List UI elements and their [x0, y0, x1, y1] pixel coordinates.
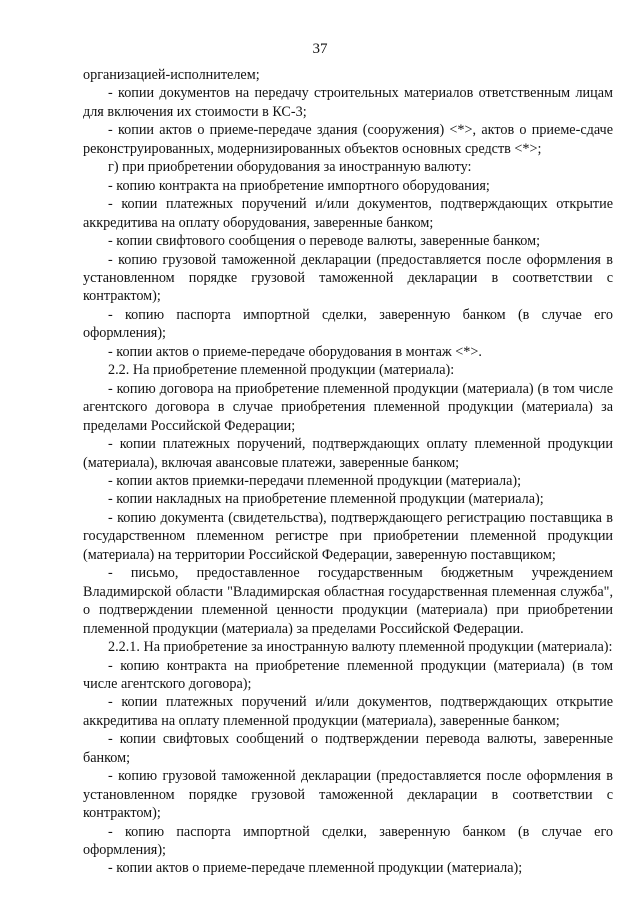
paragraph: - копии накладных на приобретение племенной продукции (материала); — [108, 491, 544, 508]
section-heading-2-2-1: 2.2.1. На приобретение за иностранную валюту племенной продукции (материала): — [108, 639, 613, 656]
paragraph: - копии актов о приеме-передаче здания (сооружения) <*>, актов о приеме-сдаче реконструированных, модернизированных объектов основных средств <*>; — [83, 122, 613, 157]
paragraph: - копию документа (свидетельства), подтверждающего регистрацию поставщика в государственном племенном регистре при приобретении племенной продукции (материала) на территории Российской Федерации, заверенную поставщиком; — [83, 509, 613, 563]
paragraph: - копию контракта на приобретение импортного оборудования; — [108, 177, 490, 194]
paragraph: - копии платежных поручений и/или документов, подтверждающих открытие аккредитива на оплату оборудования, заверенные банком; — [83, 196, 613, 231]
paragraph: - копию грузовой таможенной декларации (предоставляется после оформления в установленном порядке грузовой таможенной декларации в соответствии с контрактом); — [83, 768, 613, 822]
paragraph: - копию паспорта импортной сделки, заверенную банком (в случае его оформления); — [83, 823, 613, 859]
paragraph: - копии свифтовых сообщений о подтверждении перевода валюты, заверенные банком; — [83, 731, 613, 766]
paragraph: - копии актов о приеме-передаче оборудования в монтаж <*>. — [108, 343, 482, 360]
paragraph: - копию договора на приобретение племенной продукции (материала) (в том числе агентского договора в случае приобретения племенной продукции (материала) за пределами Российской Федерации; — [83, 380, 613, 434]
paragraph: - копии актов о приеме-передаче племенной продукции (материала); — [108, 860, 523, 877]
paragraph: - копии платежных поручений, подтверждающих оплату племенной продукции (материала), включая авансовые платежи, заверенные банком; — [83, 436, 613, 471]
paragraph: - копию грузовой таможенной декларации (предоставляется после оформления в установленном порядке грузовой таможенной декларации в соответствии с контрактом); — [83, 251, 613, 305]
paragraph: - копии платежных поручений и/или документов, подтверждающих открытие аккредитива на оплату племенной продукции (материала), заверенные банком; — [83, 694, 613, 729]
paragraph: организацией-исполнителем; — [83, 67, 260, 83]
paragraph: г) при приобретении оборудования за иностранную валюту: — [108, 159, 472, 176]
paragraph: - письмо, предоставленное государственным бюджетным учреждением Владимирской области "Владимирская областная государственная племенная служба", о подтверждении племенной ценности продукции (материала) при приобретении племенной продукции (материала) за пределами Российской Федерации. — [83, 565, 613, 637]
paragraph: - копии свифтового сообщения о переводе валюты, заверенные банком; — [108, 233, 541, 250]
paragraph: - копии документов на передачу строительных материалов ответственным лицам для включения их стоимости в КС-3; — [83, 85, 613, 120]
page-number: 37 — [312, 41, 328, 57]
paragraph: - копии актов приемки-передачи племенной продукции (материала); — [108, 472, 522, 489]
paragraph: - копию контракта на приобретение племенной продукции (материала) (в том числе агентского договора); — [83, 657, 613, 692]
section-heading-2-2: 2.2. На приобретение племенной продукции (материала): — [108, 362, 455, 379]
paragraph: - копию паспорта импортной сделки, заверенную банком (в случае его оформления); — [83, 306, 613, 342]
document-body — [83, 66, 613, 878]
